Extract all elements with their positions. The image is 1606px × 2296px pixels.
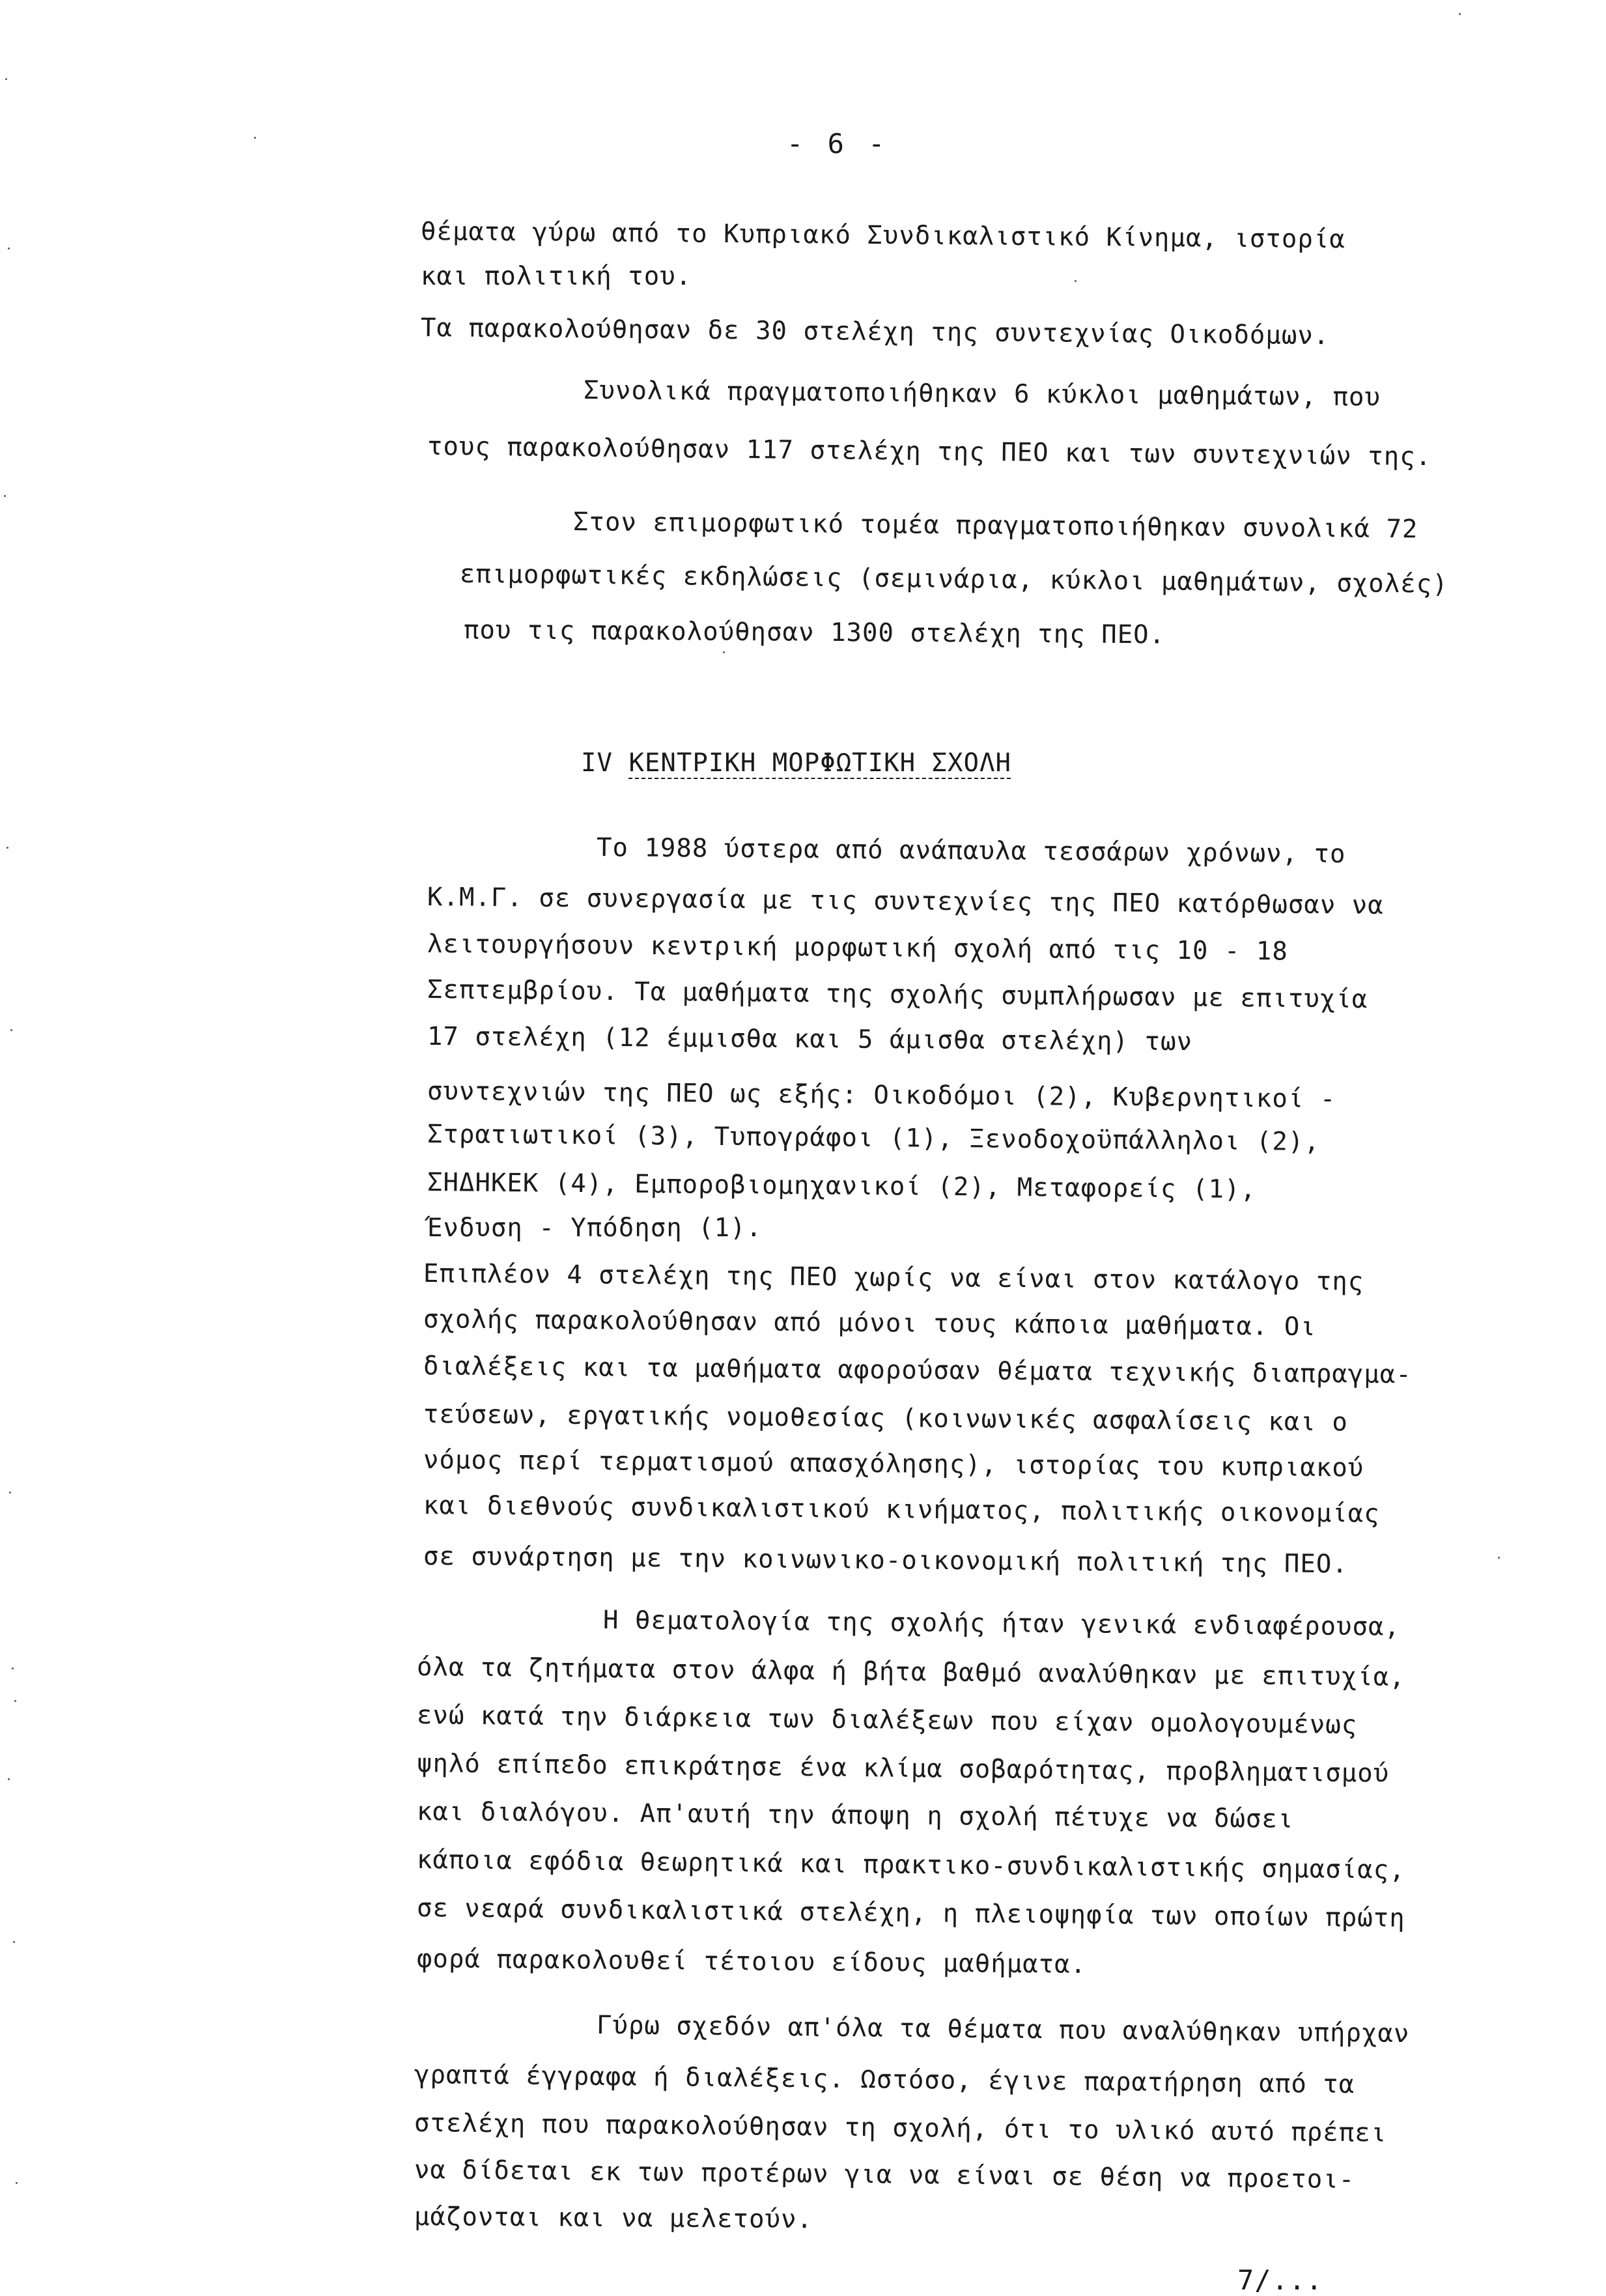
- text-line: σε συνάρτηση με την κοινωνικο-οικονομική πολιτική της ΠΕΟ.: [423, 1542, 1348, 1580]
- page-number: - 6 -: [787, 128, 889, 160]
- text-line: και διαλόγου. Απ'αυτή την άποψη η σχολή πέτυχε να δώσει: [416, 1797, 1294, 1834]
- text-line: Σεπτεμβρίου. Τα μαθήματα της σχολής συμπλήρωσαν με επιτυχία: [427, 975, 1368, 1015]
- text-line: επιμορφωτικές εκδηλώσεις (σεμινάρια, κύκλοι μαθημάτων, σχολές): [459, 560, 1448, 599]
- text-line: Συνολικά πραγματοποιήθηκαν 6 κύκλοι μαθημάτων, που: [583, 376, 1381, 412]
- text-line: τους παρακολούθησαν 117 στελέχη της ΠΕΟ και των συντεχνιών της.: [427, 432, 1432, 472]
- text-line: φορά παρακολουθεί τέτοιου είδους μαθήματα.: [416, 1944, 1087, 1979]
- text-line: Κ.Μ.Γ. σε συνεργασία με τις συντεχνίες της ΠΕΟ κατόρθωσαν να: [427, 883, 1384, 920]
- text-line: Το 1988 ύστερα από ανάπαυλα τεσσάρων χρόνων, το: [596, 833, 1346, 870]
- text-line: να δίδεται εκ των προτέρων για να είναι σε θέση να προετοι-: [414, 2155, 1355, 2195]
- continuation-marker: 7/...: [1237, 2264, 1323, 2296]
- text-line: ψηλό επίπεδο επικράτησε ένα κλίμα σοβαρότητας, προβληματισμού: [416, 1749, 1390, 1789]
- section-title: ΚΕΝΤΡΙΚΗ ΜΟΡΦΩΤΙΚΗ ΣΧΟΛΗ: [628, 748, 1011, 778]
- text-line: λειτουργήσουν κεντρική μορφωτική σχολή από τις 10 - 18: [427, 929, 1289, 967]
- text-line: μάζονται και να μελετούν.: [414, 2202, 813, 2235]
- text-line: νόμος περί τερματισμού απασχόλησης), ιστορίας του κυπριακού: [423, 1445, 1364, 1483]
- text-line: και πολιτική του.: [421, 262, 692, 291]
- text-line: στελέχη που παρακολούθησαν τη σχολή, ότι το υλικό αυτό πρέπει: [414, 2108, 1387, 2148]
- text-line: ενώ κατά την διάρκεια των διαλέξεων που είχαν ομολογουμένως: [416, 1701, 1358, 1740]
- text-line: σε νεαρά συνδικαλιστικά στελέχη, η πλειοψηφία των οποίων πρώτη: [416, 1893, 1405, 1933]
- text-line: Ένδυση - Υπόδηση (1).: [427, 1213, 763, 1243]
- text-line: Στρατιωτικοί (3), Τυπογράφοι (1), Ξενοδοχοϋπάλληλοι (2),: [427, 1120, 1321, 1157]
- text-line: κάποια εφόδια θεωρητικά και πρακτικο-συνδικαλιστικής σημασίας,: [416, 1845, 1405, 1885]
- text-line: 17 στελέχη (12 έμμισθα και 5 άμισθα στελέχη) των: [427, 1022, 1193, 1057]
- text-line: σχολής παρακολούθησαν από μόνοι τους κάποια μαθήματα. Οι: [423, 1305, 1317, 1342]
- text-line: Η θεματολογία της σχολής ήταν γενικά ενδιαφέρουσα,: [602, 1606, 1401, 1642]
- text-line: τεύσεων, εργατικής νομοθεσίας (κοινωνικές ασφαλίσεις και ο: [423, 1400, 1348, 1438]
- text-line: διαλέξεις και τα μαθήματα αφορούσαν θέματα τεχνικής διαπραγμα-: [423, 1352, 1412, 1390]
- text-line: όλα τα ζητήματα στον άλφα ή βήτα βαθμό αναλύθηκαν με επιτυχία,: [416, 1652, 1405, 1692]
- text-line: Τα παρακολούθησαν δε 30 στελέχη της συντεχνίας Οικοδόμων.: [420, 313, 1330, 351]
- text-line: Στον επιμορφωτικό τομέα πραγματοποιήθηκαν συνολικά 72: [572, 507, 1418, 545]
- text-line: και διεθνούς συνδικαλιστικού κινήματος, πολιτικής οικονομίας: [423, 1491, 1380, 1529]
- text-line: Επιπλέον 4 στελέχη της ΠΕΟ χωρίς να είναι στον κατάλογο της: [423, 1259, 1364, 1297]
- text-line: ΣΗΔΗΚΕΚ (4), Εμποροβιομηχανικοί (2), Μεταφορείς (1),: [427, 1168, 1257, 1205]
- text-line: Γύρω σχεδόν απ'όλα τα θέματα που αναλύθηκαν υπήρχαν: [596, 2011, 1410, 2049]
- text-line: συντεχνιών της ΠΕΟ ως εξής: Οικοδόμοι (2), Κυβερνητικοί -: [427, 1077, 1336, 1114]
- text-line: που τις παρακολούθησαν 1300 στελέχη της ΠΕΟ.: [463, 616, 1166, 650]
- text-line: γραπτά έγγραφα ή διαλέξεις. Ωστόσο, έγινε παρατήρηση από τα: [414, 2060, 1355, 2100]
- text-line: θέματα γύρω από το Κυπριακό Συνδικαλιστικό Κίνημα, ιστορία: [420, 217, 1345, 255]
- section-heading: [581, 750, 1011, 776]
- section-numeral: IV: [581, 748, 613, 778]
